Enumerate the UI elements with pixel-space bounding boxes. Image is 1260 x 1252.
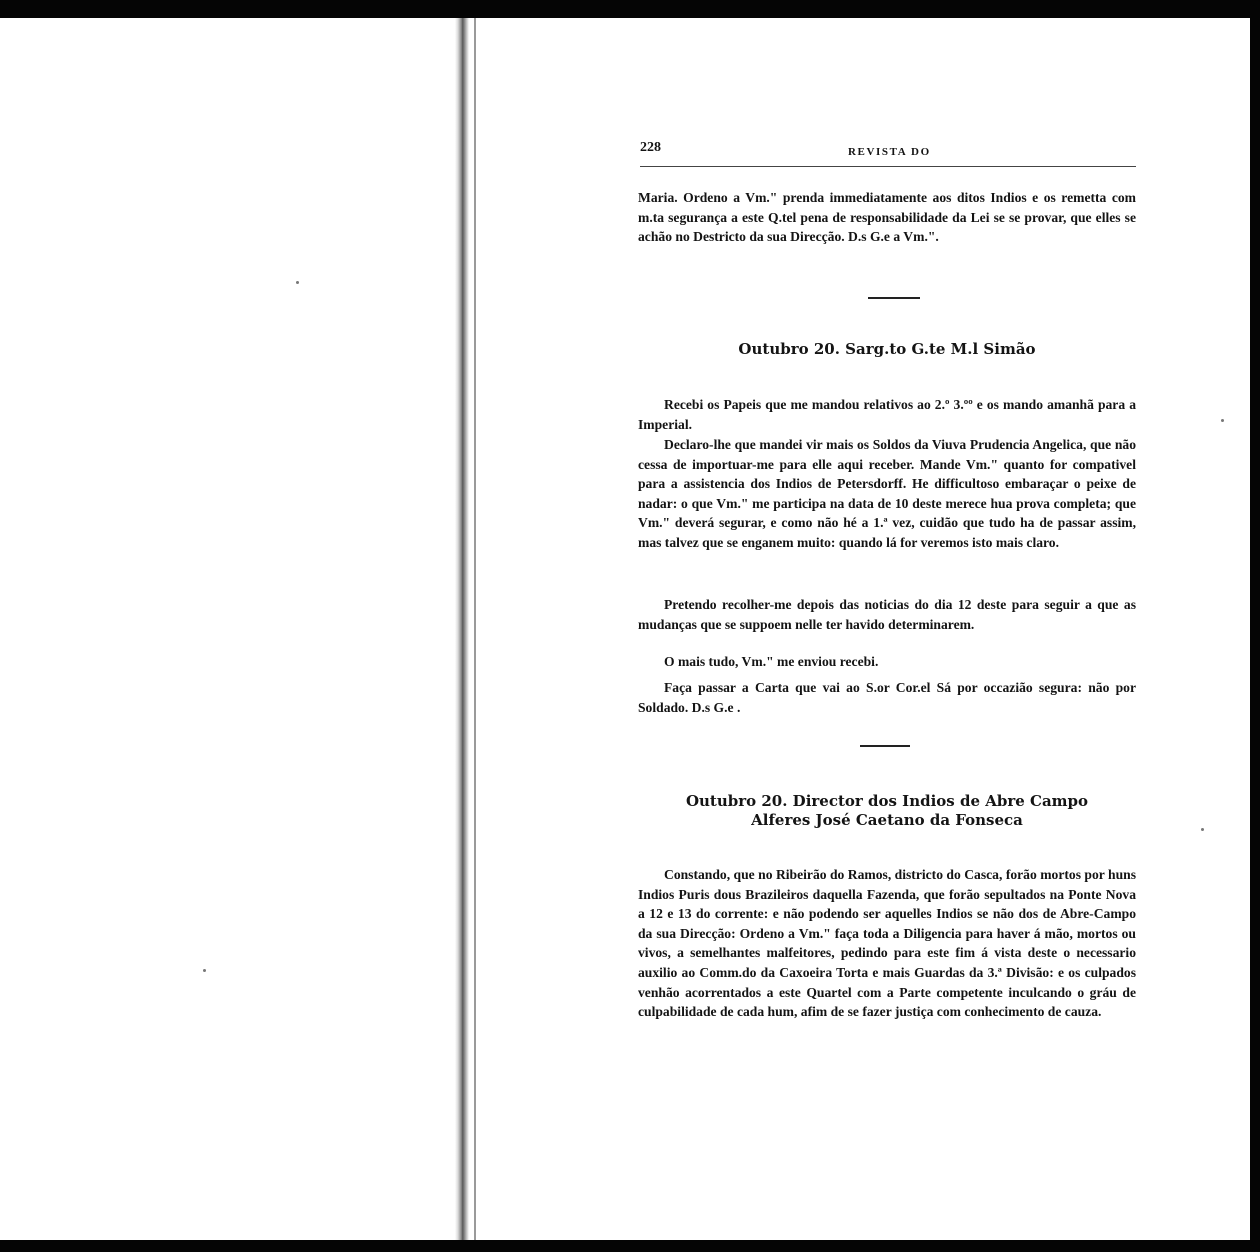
scan-top-border bbox=[0, 0, 1260, 18]
section-title-line2: Alferes José Caetano da Fonseca bbox=[751, 811, 1023, 829]
scan-speck bbox=[1221, 419, 1224, 422]
running-head: REVISTA DO bbox=[848, 146, 931, 158]
section-paragraph: Recebi os Papeis que me mandou relativos ao 2.º 3.ºº e os mando amanhã para a Imperial. bbox=[638, 397, 1136, 432]
page-number: 228 bbox=[640, 140, 661, 155]
book-spine-shadow bbox=[455, 18, 469, 1240]
section-separator bbox=[860, 745, 910, 747]
intro-paragraph: Maria. Ordeno a Vm." prenda immediatamente aos ditos Indios e os remetta com m.ta segurança a este Q.tel pena de responsabilidade da Lei se se provar, que elles se achão no Destricto da sua Direcção. D.s G.e a Vm.". bbox=[638, 190, 1136, 245]
section-separator bbox=[868, 297, 920, 299]
section-paragraph: Declaro-lhe que mandei vir mais os Soldos da Viuva Prudencia Angelica, que não cessa de importuar-me para elle aqui receber. Mande Vm." quanto for compativel para a assistencia dos Indios de Petersdorff. He difficultoso embaraçar o peixe de nadar: o que Vm." me participa na data de 10 deste merece hua prova completa; que Vm." deverá segurar, e como não hé a 1.ª vez, cuidão que tudo ha de passar assim, mas talvez que se enganem muito: quando lá for veremos isto mais claro. bbox=[638, 437, 1136, 550]
header-rule bbox=[640, 166, 1136, 167]
scan-speck bbox=[203, 969, 206, 972]
section-paragraph: Faça passar a Carta que vai ao S.or Cor.el Sá por occazião segura: não por Soldado. D.s G.e . bbox=[638, 680, 1136, 715]
scan-speck bbox=[296, 281, 299, 284]
book-gutter-line bbox=[474, 18, 476, 1240]
section-paragraph: Constando, que no Ribeirão do Ramos, districto do Casca, forão mortos por huns Indios Puris dous Brazileiros daquella Fazenda, que forão sepultados na Ponte Nova a 12 e 13 do corrente: e não podendo ser aquelles Indios se não dos de Abre-Campo da sua Direcção: Ordeno a Vm." faça toda a Diligencia para haver á mão, mortos ou vivos, a semelhantes malfeitores, pedindo para este fim á vista deste o necessario auxilio ao Comm.do da Caxoeira Torta e mais Guardas da 3.ª Divisão: e os culpados venhão acorrentados a este Quartel com a Parte competente inculcando o gráu de culpabilidade de cada hum, afim de se fazer justiça com conhecimento de cauza. bbox=[638, 867, 1136, 1020]
scan-speck bbox=[1201, 828, 1204, 831]
scan-bottom-border bbox=[0, 1240, 1260, 1252]
section-paragraph: Pretendo recolher-me depois das noticias do dia 12 deste para seguir a que as mudanças que se suppoem nelle ter havido determinarem. bbox=[638, 597, 1136, 632]
scan-right-border bbox=[1250, 0, 1260, 1252]
section-title: Outubro 20. Sarg.to G.te M.l Simão bbox=[738, 340, 1036, 358]
section-title-line1: Outubro 20. Director dos Indios de Abre Campo bbox=[685, 792, 1089, 810]
section-paragraph: O mais tudo, Vm." me enviou recebi. bbox=[664, 654, 879, 669]
